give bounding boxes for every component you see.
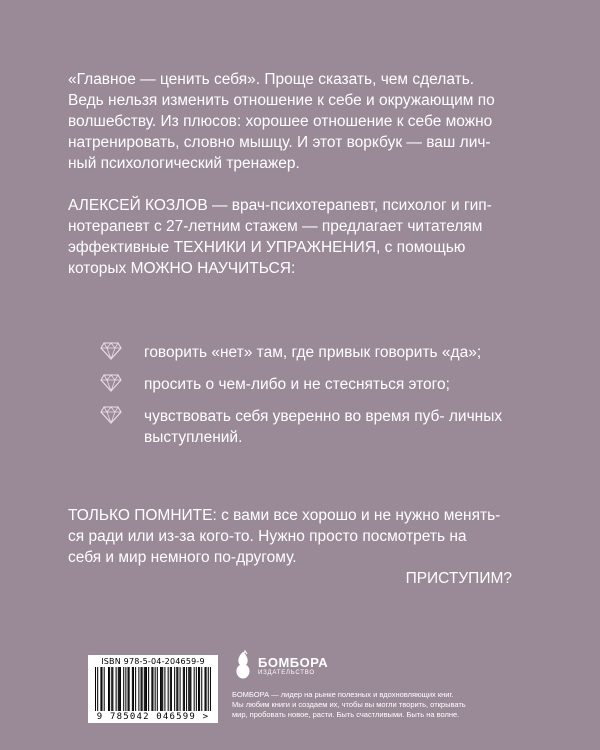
diamond-icon	[100, 374, 122, 392]
barcode-bar	[119, 667, 120, 711]
barcode-bar	[206, 667, 207, 711]
barcode-bar	[196, 667, 197, 711]
barcode-bars	[95, 667, 211, 711]
barcode-bar	[146, 667, 147, 711]
isbn-number: ISBN 978-5-04-204659-9	[101, 657, 205, 666]
author-line: которых МОЖНО НАУЧИТЬСЯ:	[68, 260, 296, 277]
barcode-bar	[123, 667, 124, 711]
list-item-text: говорить «нет» там, где привык говорить «да»;	[144, 344, 482, 361]
barcode-bar	[109, 667, 110, 711]
barcode-bar	[100, 667, 101, 711]
barcode-bar	[208, 667, 209, 711]
publisher-description-line: Мы любим книги и создаем их, чтобы вы могли творить, открывать	[232, 700, 466, 709]
diamond-icon	[100, 342, 122, 360]
barcode-bar	[194, 667, 195, 711]
barcode-bar	[108, 667, 109, 711]
barcode-bar	[201, 667, 202, 711]
reminder-paragraph	[68, 505, 508, 568]
publisher-description-line: мир, пробовать новое, расти. Быть счастливыми. Быть на волне.	[232, 710, 460, 719]
publisher-description-line: БОМБОРА — лидер на рынке полезных и вдохновляющих книг.	[232, 690, 454, 699]
barcode-bar	[188, 667, 189, 711]
intro-paragraph	[68, 69, 508, 174]
barcode-bar	[170, 667, 171, 711]
barcode-bar	[111, 667, 112, 711]
author-line: нотерапевт с 27-летним стажем — предлагает читателям	[68, 218, 483, 235]
barcode-bar	[97, 667, 98, 711]
barcode-bar	[157, 667, 158, 711]
barcode-bar	[162, 667, 163, 711]
barcode-bar	[199, 667, 200, 711]
reminder-line: ся ради или из-за кого-то. Нужно просто посмотреть на	[68, 528, 467, 545]
barcode-bar	[104, 667, 105, 711]
barcode-bar	[125, 667, 126, 711]
barcode-bar	[190, 667, 191, 711]
barcode-bar	[184, 667, 185, 711]
reminder-line: ТОЛЬКО ПОМНИТЕ: с вами все хорошо и не нужно менять-	[68, 507, 501, 524]
barcode-bar	[112, 667, 113, 711]
barcode-bar	[176, 667, 177, 711]
barcode-bar	[160, 667, 161, 711]
barcode-bar	[116, 667, 117, 711]
list-item-text: чувствовать себя уверенно во время пуб- личных	[144, 408, 503, 425]
barcode-bar	[135, 667, 136, 711]
barcode-bar	[174, 667, 175, 711]
list-item-text: просить о чем-либо и не стесняться этого;	[144, 376, 450, 393]
barcode-bar	[189, 667, 190, 711]
barcode-bar	[148, 667, 149, 711]
barcode-bar	[138, 667, 139, 711]
call-to-action: ПРИСТУПИМ?	[405, 570, 512, 587]
intro-line: «Главное — ценить себя». Проще сказать, чем сделать.	[68, 71, 475, 88]
barcode-bar	[164, 667, 165, 711]
barcode-bar	[129, 667, 130, 711]
barcode-bar	[132, 667, 133, 711]
barcode-bar	[210, 667, 211, 711]
barcode-bar	[120, 667, 121, 711]
list-item	[100, 342, 520, 363]
reminder-line: себя и мир немного по-другому.	[68, 549, 297, 566]
barcode-bar	[152, 667, 153, 711]
barcode-bar	[171, 667, 172, 711]
barcode-bar	[155, 667, 156, 711]
barcode-bar	[168, 667, 169, 711]
barcode-bar	[151, 667, 152, 711]
barcode-bar	[141, 667, 142, 711]
publisher-subtitle: ИЗДАТЕЛЬСТВО	[258, 670, 315, 676]
barcode-bar	[144, 667, 145, 711]
barcode-bar	[95, 667, 96, 711]
intro-line: волшебству. Из плюсов: хорошее отношение к себе можно	[68, 113, 493, 130]
barcode-bar	[142, 667, 143, 711]
publisher-mark-icon	[232, 650, 254, 680]
author-line: АЛЕКСЕЙ КОЗЛОВ — врач-психотерапевт, психолог и гип-	[68, 197, 492, 214]
intro-line: Ведь нельзя изменить отношение к себе и окружающим по	[68, 92, 495, 109]
barcode-bar	[205, 667, 206, 711]
intro-line: натренировать, словно мышцу. И этот воркбук — ваш лич-	[68, 134, 491, 151]
barcode-digits: 9 785042 046599 >	[96, 712, 210, 722]
diamond-icon	[100, 406, 122, 424]
barcode-bar	[161, 667, 162, 711]
author-line: эффективные ТЕХНИКИ И УПРАЖНЕНИЯ, с помощью	[68, 239, 466, 256]
author-paragraph	[68, 195, 508, 279]
isbn-barcode	[88, 655, 218, 723]
publisher-name: БОМБОРА	[258, 655, 329, 670]
list-item-text: выступлений.	[144, 429, 243, 446]
barcode-bar	[118, 667, 119, 711]
barcode-bar	[128, 667, 129, 711]
barcode-bar	[133, 667, 134, 711]
list-item	[100, 406, 520, 448]
barcode-bar	[183, 667, 184, 711]
list-item	[100, 374, 520, 395]
publisher-description	[232, 690, 532, 720]
barcode-bar	[102, 667, 103, 711]
publisher-logo	[232, 650, 372, 680]
barcode-bar	[198, 667, 199, 711]
barcode-bar	[177, 667, 178, 711]
barcode-bar	[186, 667, 187, 711]
intro-line: ный психологический тренажер.	[68, 155, 300, 172]
barcode-bar	[180, 667, 181, 711]
skills-list	[100, 342, 520, 459]
barcode-bar	[145, 667, 146, 711]
